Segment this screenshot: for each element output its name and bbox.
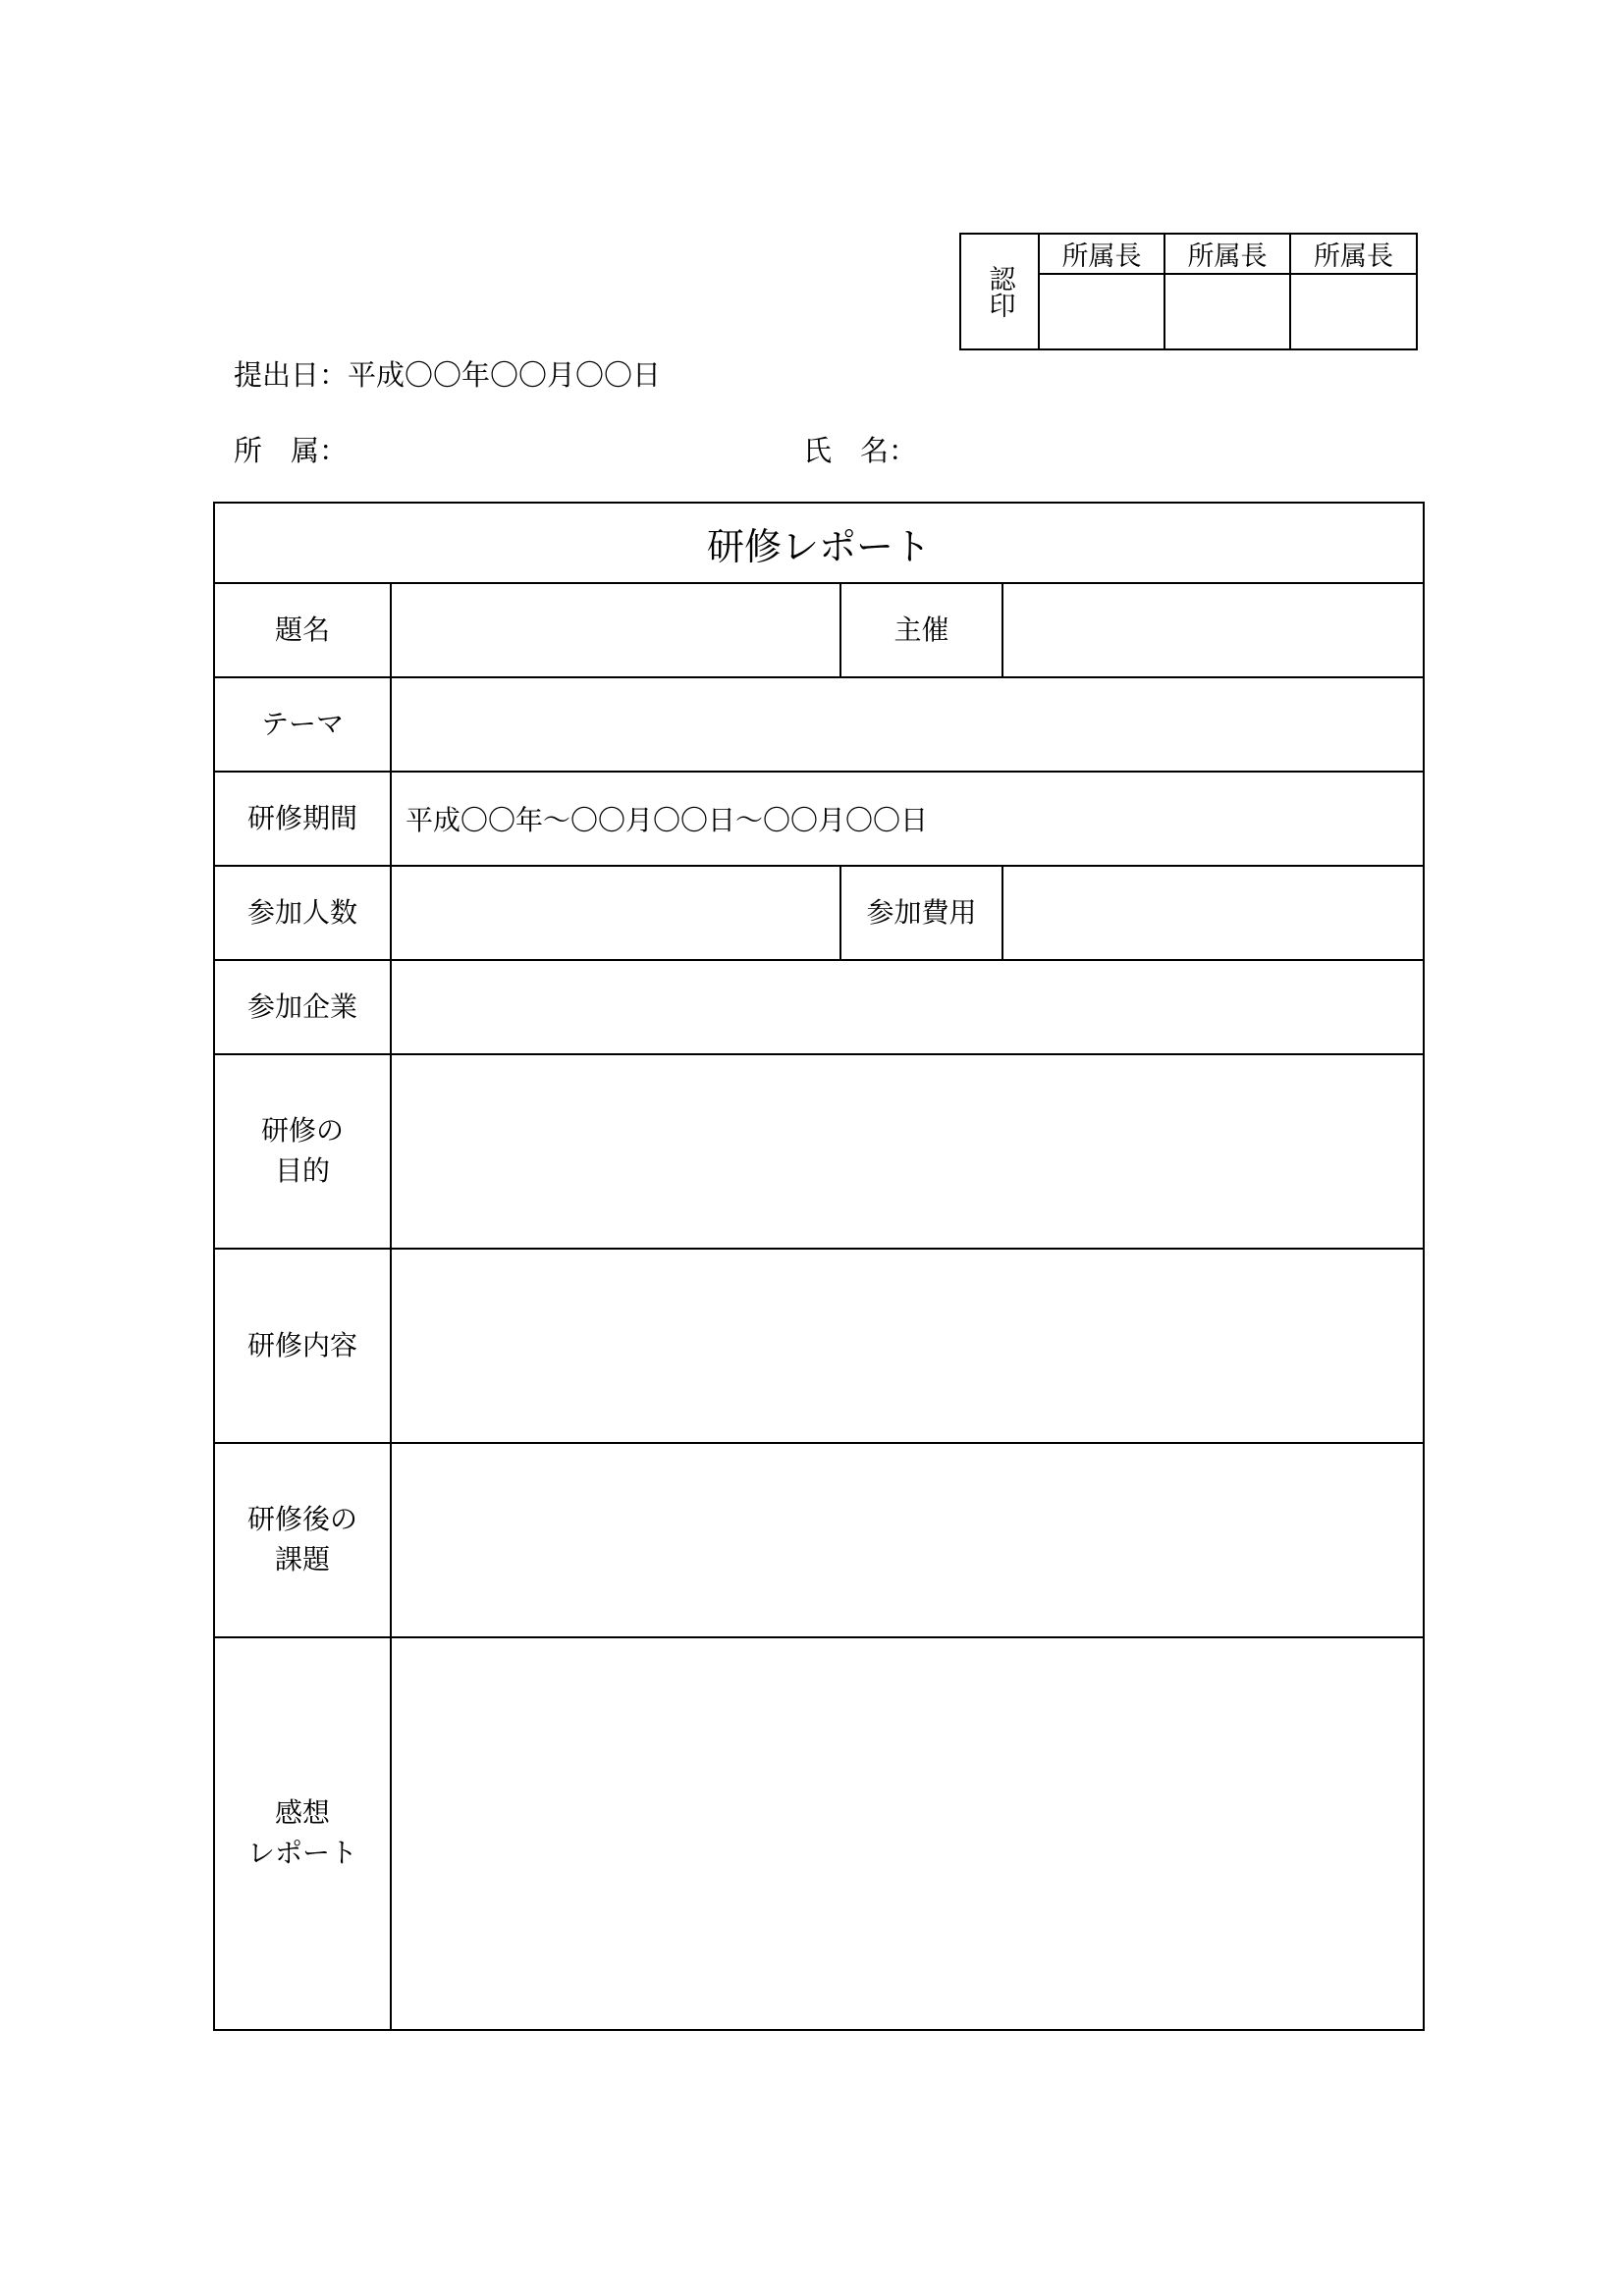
impressions-field[interactable]: [391, 1637, 1424, 2030]
organizer-field[interactable]: [1002, 583, 1424, 677]
period-label: 研修期間: [214, 772, 391, 866]
theme-field[interactable]: [391, 677, 1424, 772]
approval-column-3-header: 所属長: [1290, 234, 1417, 274]
subject-field[interactable]: [391, 583, 840, 677]
issues-label-line-2: 課題: [274, 1543, 330, 1575]
approval-stamp-box-1[interactable]: [1039, 274, 1164, 349]
participants-field[interactable]: [391, 866, 840, 960]
purpose-field[interactable]: [391, 1054, 1424, 1249]
purpose-label-line-1: 研修の: [260, 1114, 344, 1148]
approval-stamp-box-2[interactable]: [1164, 274, 1290, 349]
companies-label: 参加企業: [214, 960, 391, 1054]
companies-field[interactable]: [391, 960, 1424, 1054]
form-title: 研修レポート: [214, 503, 1424, 583]
approval-column-2-header: 所属長: [1164, 234, 1290, 274]
participants-label: 参加人数: [214, 866, 391, 960]
subject-label: 題名: [214, 583, 391, 677]
period-field[interactable]: 平成〇〇年～〇〇月〇〇日～〇〇月〇〇日: [391, 772, 1424, 866]
issues-label-line-1: 研修後の: [246, 1503, 357, 1536]
approval-column-1-header: 所属長: [1039, 234, 1164, 274]
name-label: 氏 名：: [803, 434, 918, 467]
approval-stamp-box-3[interactable]: [1290, 274, 1417, 349]
training-report-form: [213, 502, 1425, 2031]
impressions-label-line-1: 感想: [274, 1796, 330, 1830]
purpose-label: [214, 1054, 391, 1249]
impressions-label-line-2: レポート: [246, 1837, 357, 1869]
cost-label: 参加費用: [840, 866, 1002, 960]
submission-date: 提出日：平成〇〇年〇〇月〇〇日: [234, 358, 662, 392]
organizer-label: 主催: [840, 583, 1002, 677]
approval-label: 認印: [960, 234, 1039, 349]
content-field[interactable]: [391, 1249, 1424, 1443]
theme-label: テーマ: [214, 677, 391, 772]
impressions-label: [214, 1637, 391, 2030]
approval-stamp-table: [959, 233, 1418, 350]
purpose-label-line-2: 目的: [274, 1154, 330, 1187]
content-label: 研修内容: [214, 1249, 391, 1443]
issues-label: [214, 1443, 391, 1637]
cost-field[interactable]: [1002, 866, 1424, 960]
affiliation-label: 所 属：: [234, 434, 349, 467]
issues-field[interactable]: [391, 1443, 1424, 1637]
